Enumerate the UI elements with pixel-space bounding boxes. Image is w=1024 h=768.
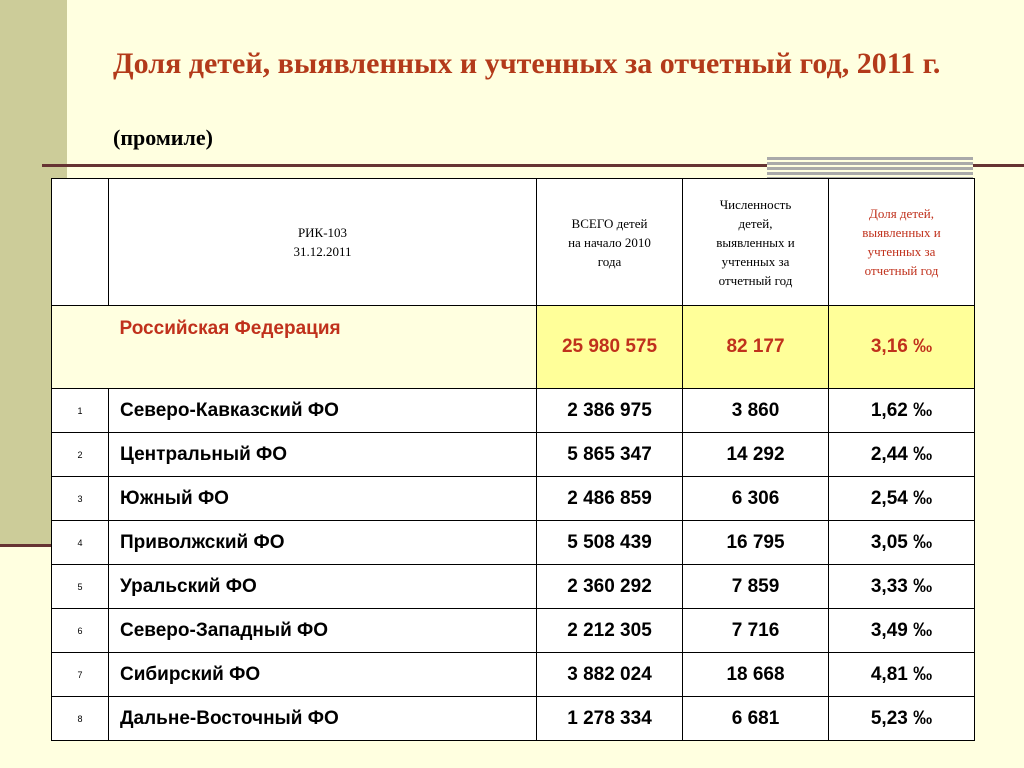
- row-count: 6 681: [683, 697, 829, 741]
- row-total: 5 508 439: [537, 521, 683, 565]
- data-table: [51, 178, 975, 741]
- header-count-line1: Численность: [719, 196, 792, 212]
- header-count-line5: отчетный год: [718, 272, 793, 288]
- russia-row: [52, 306, 975, 389]
- row-num: 4: [52, 521, 109, 565]
- table-row: [52, 609, 975, 653]
- slide-title: Доля детей, выявленных и учтенных за отчетный год, 2011 г.: [113, 47, 941, 80]
- header-count-line2: детей,: [738, 215, 773, 231]
- table-row: [52, 477, 975, 521]
- row-region: Центральный ФО: [109, 433, 537, 477]
- header-total-line2: на начало 2010: [568, 234, 651, 250]
- russia-count: 82 177: [683, 306, 829, 389]
- row-count: 16 795: [683, 521, 829, 565]
- row-region: Уральский ФО: [109, 565, 537, 609]
- header-share-line1: Доля детей,: [869, 206, 934, 221]
- row-count: 14 292: [683, 433, 829, 477]
- table-row: [52, 565, 975, 609]
- header-total-line3: года: [597, 253, 622, 269]
- header-source: РИК-103: [297, 225, 348, 240]
- row-count: 7 859: [683, 565, 829, 609]
- row-region: Северо-Западный ФО: [109, 609, 537, 653]
- row-count: 18 668: [683, 653, 829, 697]
- row-share: 3,33 ‰: [829, 565, 975, 609]
- header-count-line3: выявленных и: [716, 234, 795, 250]
- table-row: [52, 389, 975, 433]
- row-num: 1: [52, 389, 109, 433]
- row-count: 7 716: [683, 609, 829, 653]
- row-region: Южный ФО: [109, 477, 537, 521]
- row-total: 2 386 975: [537, 389, 683, 433]
- row-count: 6 306: [683, 477, 829, 521]
- row-num: 8: [52, 697, 109, 741]
- header-share-line2: выявленных и: [862, 225, 941, 240]
- row-total: 3 882 024: [537, 653, 683, 697]
- row-total: 1 278 334: [537, 697, 683, 741]
- header-source-cell: [109, 179, 537, 306]
- row-total: 5 865 347: [537, 433, 683, 477]
- row-num: 6: [52, 609, 109, 653]
- row-share: 5,23 ‰: [829, 697, 975, 741]
- row-share: 2,54 ‰: [829, 477, 975, 521]
- slide-subtitle: (промиле): [113, 125, 213, 150]
- row-num: 7: [52, 653, 109, 697]
- row-total: 2 360 292: [537, 565, 683, 609]
- row-share: 4,81 ‰: [829, 653, 975, 697]
- header-num-cell: [52, 179, 109, 306]
- table-row: [52, 433, 975, 477]
- table-row: [52, 653, 975, 697]
- russia-share: 3,16 ‰: [829, 306, 975, 389]
- row-total: 2 212 305: [537, 609, 683, 653]
- header-share-line3: учтенных за: [867, 244, 936, 259]
- russia-num-cell: [52, 306, 109, 389]
- russia-total: 25 980 575: [537, 306, 683, 389]
- row-share: 1,62 ‰: [829, 389, 975, 433]
- row-num: 2: [52, 433, 109, 477]
- header-total-line1: ВСЕГО детей: [571, 215, 648, 231]
- header-count-line4: учтенных за: [721, 253, 790, 269]
- row-region: Сибирский ФО: [109, 653, 537, 697]
- header-share-line4: отчетный год: [864, 263, 939, 278]
- row-share: 2,44 ‰: [829, 433, 975, 477]
- table-header-row: [52, 179, 975, 306]
- header-share-cell: [829, 179, 975, 306]
- header-count-cell: [683, 179, 829, 306]
- row-num: 3: [52, 477, 109, 521]
- table-row: [52, 521, 975, 565]
- row-total: 2 486 859: [537, 477, 683, 521]
- header-total-cell: [537, 179, 683, 306]
- row-region: Дальне-Восточный ФО: [109, 697, 537, 741]
- row-region: Северо-Кавказский ФО: [109, 389, 537, 433]
- row-share: 3,05 ‰: [829, 521, 975, 565]
- decorative-stripes: [767, 157, 973, 179]
- table-row: [52, 697, 975, 741]
- russia-name: Российская Федерация: [109, 306, 537, 389]
- header-source-date: 31.12.2011: [293, 244, 352, 259]
- row-count: 3 860: [683, 389, 829, 433]
- row-region: Приволжский ФО: [109, 521, 537, 565]
- row-num: 5: [52, 565, 109, 609]
- row-share: 3,49 ‰: [829, 609, 975, 653]
